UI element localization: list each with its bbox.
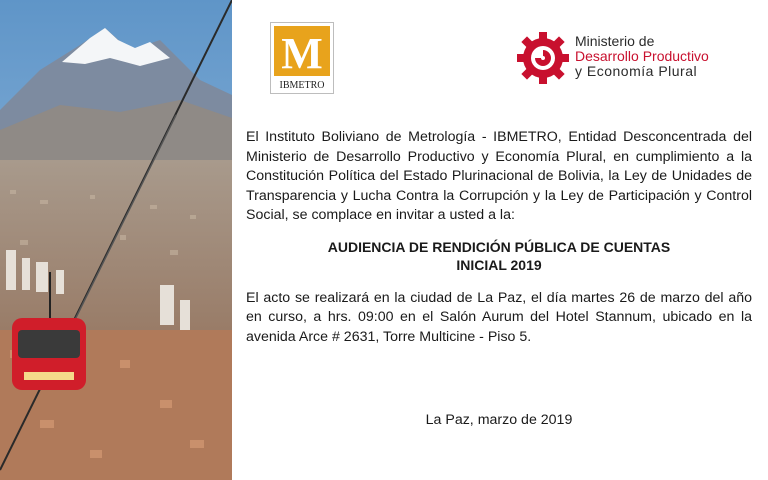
intro-paragraph: El Instituto Boliviano de Metrología - IBMETRO, Entidad Desconcentrada del Ministerio de Desarrollo Productivo y Economía Plural, en cumplimiento a la Constitución Política del Estado Plurinacional de Bolivia, la Ley de Unidades de Transparencia y Lucha Contra la Corrupción y la Ley de Participación y Control Social, se complace en invitar a usted a la: — [246, 129, 752, 223]
ibmetro-logo — [270, 22, 334, 94]
ibmetro-logo-name: IBMETRO — [279, 80, 325, 91]
la-paz-cable-car-photo — [0, 0, 232, 480]
ibmetro-logo-letter: M — [281, 29, 323, 78]
details-paragraph: El acto se realizará en la ciudad de La Paz, el día martes 26 de marzo del año en curso, a hrs. 09:00 en el Salón Aurum del Hotel Stannum, ubicado en la avenida Arce # 2631, Torre Multicine - Piso 5. — [246, 289, 752, 345]
place-date: La Paz, marzo de 2019 — [425, 412, 573, 428]
ministry-logo-line3: y Economía Plural — [575, 63, 698, 79]
event-title — [246, 238, 752, 275]
event-title-line2: INICIAL 2019 — [456, 257, 542, 273]
gear-icon — [515, 30, 571, 86]
invitation-body — [246, 128, 752, 347]
ministry-logo-line2: Desarrollo Productivo — [575, 48, 709, 64]
ministry-logo-line1: Ministerio de — [575, 33, 655, 49]
event-title-line1: AUDIENCIA DE RENDICIÓN PÚBLICA DE CUENTAS — [327, 238, 671, 255]
ministry-logo — [515, 30, 755, 86]
